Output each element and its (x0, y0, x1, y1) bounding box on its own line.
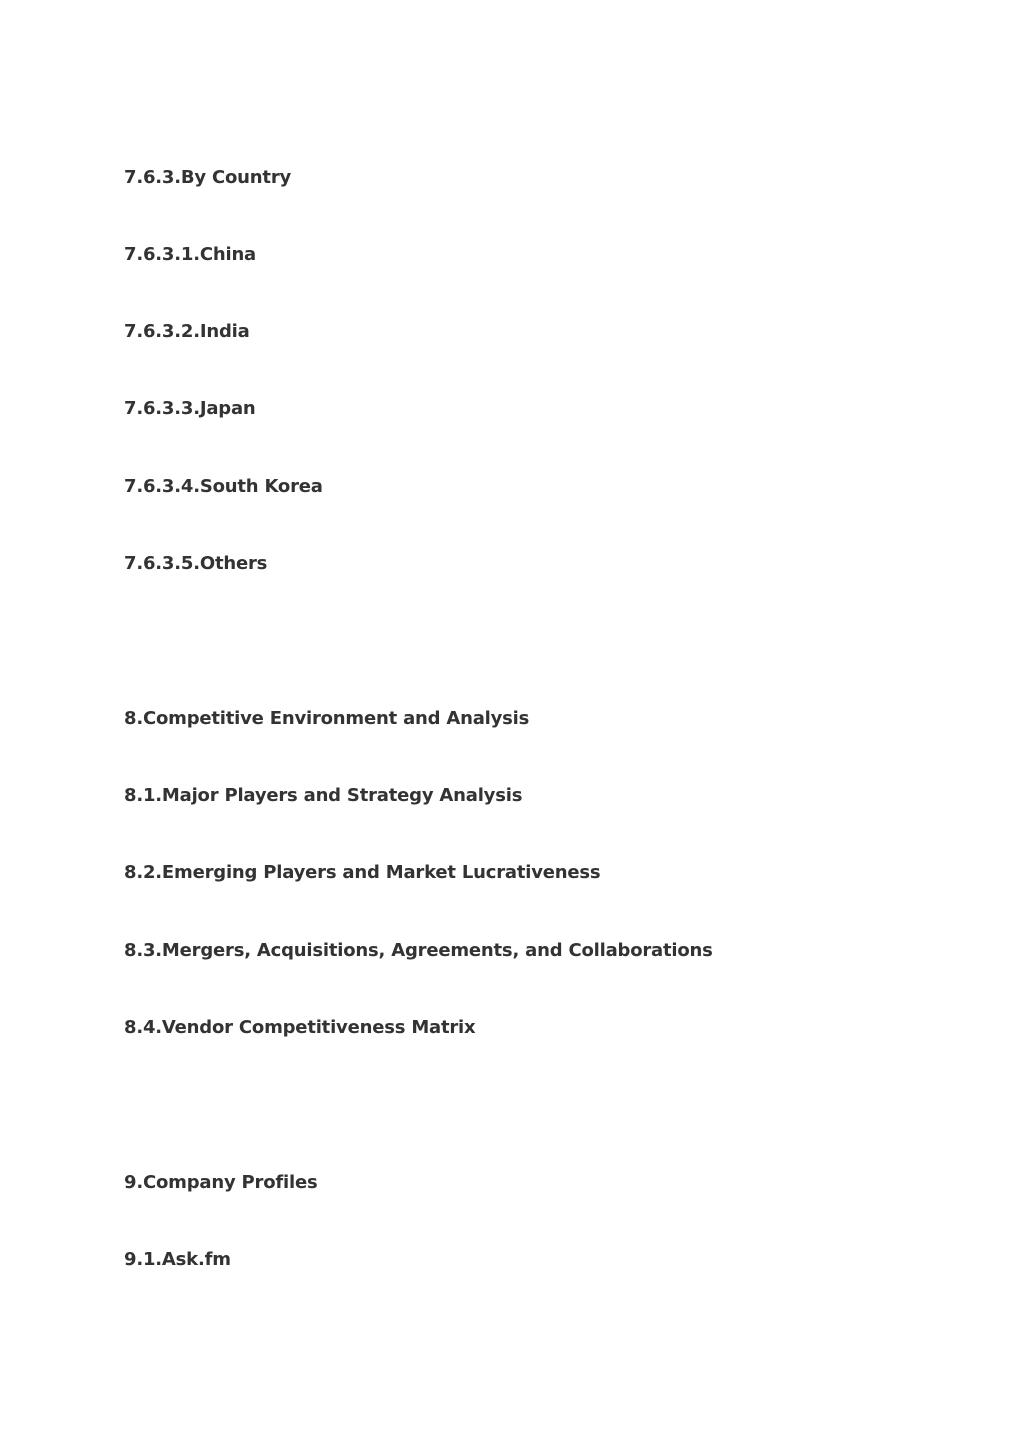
toc-entry-9-1: 9.1.Ask.fm (124, 1249, 231, 1270)
toc-entry-7-6-3-2: 7.6.3.2.India (124, 321, 250, 342)
toc-entry-8-3: 8.3.Mergers, Acquisitions, Agreements, and Collaborations (124, 940, 713, 961)
toc-entry-7-6-3: 7.6.3.By Country (124, 167, 292, 188)
toc-entry-7-6-3-1: 7.6.3.1.China (124, 244, 257, 265)
toc-entry-7-6-3-4: 7.6.3.4.South Korea (124, 476, 323, 497)
toc-entry-9: 9.Company Profiles (124, 1172, 318, 1193)
toc-entry-7-6-3-5: 7.6.3.5.Others (124, 553, 268, 574)
toc-entry-8-1: 8.1.Major Players and Strategy Analysis (124, 785, 523, 806)
toc-entry-8-2: 8.2.Emerging Players and Market Lucrativeness (124, 862, 601, 883)
toc-entry-8: 8.Competitive Environment and Analysis (124, 708, 530, 729)
toc-entry-7-6-3-3: 7.6.3.3.Japan (124, 398, 256, 419)
toc-entry-8-4: 8.4.Vendor Competitiveness Matrix (124, 1017, 476, 1038)
